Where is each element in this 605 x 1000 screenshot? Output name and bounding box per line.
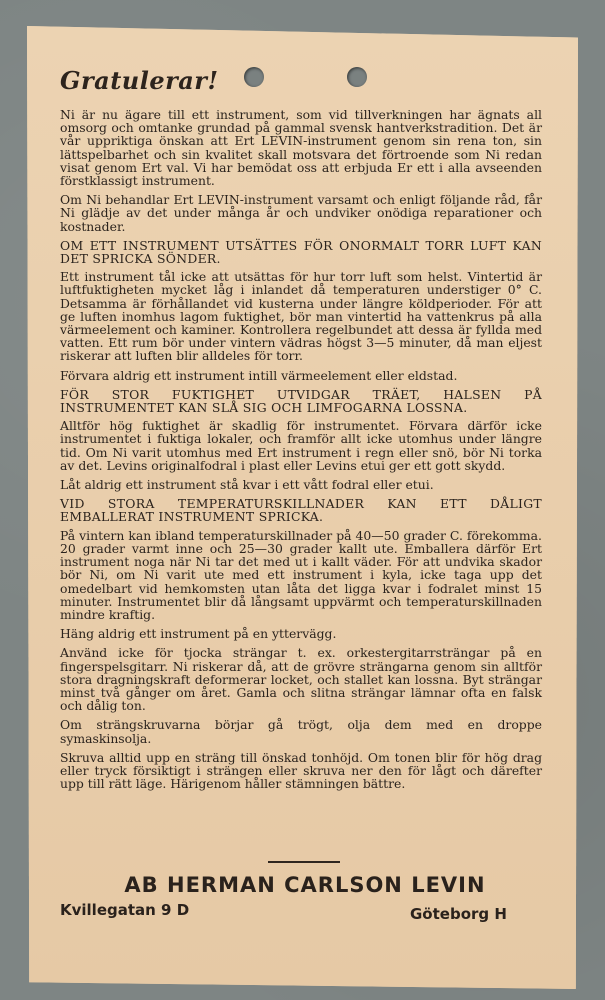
tuning-paragraph: Skruva alltid upp en sträng till önskad tonhöjd. Om tonen blir för hög drag eller tryck försiktigt i strängen eller skruva ner den för lågt och därefter upp till rätt läge. Härigenom håller stämningen bättre.: [60, 749, 542, 792]
company-name: AB HERMAN CARLSON LEVIN: [124, 873, 486, 897]
outer-wall-paragraph: Häng aldrig ett instrument på en yttervägg.: [60, 626, 337, 642]
wet-case-paragraph: Låt aldrig ett instrument stå kvar i ett vått fodral eller etui.: [60, 477, 434, 493]
city-address: Göteborg H: [410, 905, 507, 923]
dry-air-heading: OM ETT INSTRUMENT UTSÄTTES FÖR ONORMALT TORR LUFT KAN DET SPRICKA SÖNDER.: [60, 237, 542, 267]
temperature-paragraph: På vintern kan ibland temperaturskillnader på 40—50 grader C. förekomma. 20 grader varmt inne och 25—30 grader kallt ute. Emballera därför Ert instrument noga när Ni tar det med ut i kallt väder. För att undvika skador bör Ni, om Ni varit ute med ett instrument i kyla, icke taga upp det omedelbart vid hemkomsten utan låta det ligga kvar i fodralet minst 15 minuter. Instrumentet blir då långsamt uppvärmt och temperaturskillnaden mindre kraftig.: [60, 527, 542, 622]
dry-air-paragraph: Ett instrument tål icke att utsättas för hur torr luft som helst. Vintertid är luftfuktigheten mycket låg i inlandet då temperaturen understiger 0° C. Detsamma är förhållandet vid kusterna under längre köldperioder. För att ge luften inomhus lagom fuktighet, bör man vintertid ha vattenkrus på alla värmeelement och kaminer. Kontrollera regelbundet att dessa är fyllda med vatten. Ett rum bör under vintern vädras högst 3—5 minuter, då man eljest riskerar att luften blir alldeles för torr.: [60, 269, 542, 364]
card-heading: Gratulerar!: [60, 66, 219, 95]
punch-hole-left: [244, 67, 264, 87]
intro-paragraph: Ni är nu ägare till ett instrument, som vid tillverkningen har ägnats all omsorg och omtanke grundad på gammal svensk hantverkstradition. Det är vår uppriktiga önskan att Ert LEVIN-instrument genom sin rena ton, sin lättspelbarhet och sin kvalitet skall motsvara det förtroende som Ni redan visat genom Ert val. Vi har bemödat oss att erbjuda Er ett i alla avseenden förstklassigt instrument.: [60, 107, 542, 189]
tuning-peg-paragraph: Om strängskruvarna börjar gå trögt, olja dem med en droppe symaskinsolja.: [60, 717, 542, 746]
humidity-heading: FÖR STOR FUKTIGHET UTVIDGAR TRÄET, HALSEN PÅ INSTRUMENTET KAN SLÅ SIG OCH LIMFOGARNA LOSSNA.: [60, 386, 542, 416]
divider-rule: [268, 861, 340, 863]
punch-hole-right: [347, 67, 367, 87]
care-paragraph: Om Ni behandlar Ert LEVIN-instrument varsamt och enligt följande råd, får Ni glädje av det under många år och undviker onödiga reparationer och kostnader.: [60, 192, 542, 234]
heater-paragraph: Förvara aldrig ett instrument intill värmeelement eller eldstad.: [60, 367, 458, 383]
street-address: Kvillegatan 9 D: [60, 901, 190, 919]
strings-paragraph: Använd icke för tjocka strängar t. ex. orkestergitarrsträngar på en fingerspelsgitarr. Ni riskerar då, att de grövre strängarna genom sin alltför stora dragningskraft deformerar locket, och stallet kan lossna. Byt strängar minst två gånger om året. Gamla och slitna strängar lämnar ofta en falsk och dålig ton.: [60, 645, 542, 714]
humidity-paragraph: Alltför hög fuktighet är skadlig för instrumentet. Förvara därför icke instrumentet i fuktiga lokaler, och framför allt icke utomhus under längre tid. Om Ni varit utomhus med Ert instrument i regn eller snö, bör Ni torka av det. Levins originalfodral i plast eller Levins etui ger ett gott skydd.: [60, 418, 542, 473]
temperature-heading: VID STORA TEMPERATURSKILLNADER KAN ETT DÅLIGT EMBALLERAT INSTRUMENT SPRICKA.: [60, 496, 542, 525]
card-body: [60, 108, 542, 796]
